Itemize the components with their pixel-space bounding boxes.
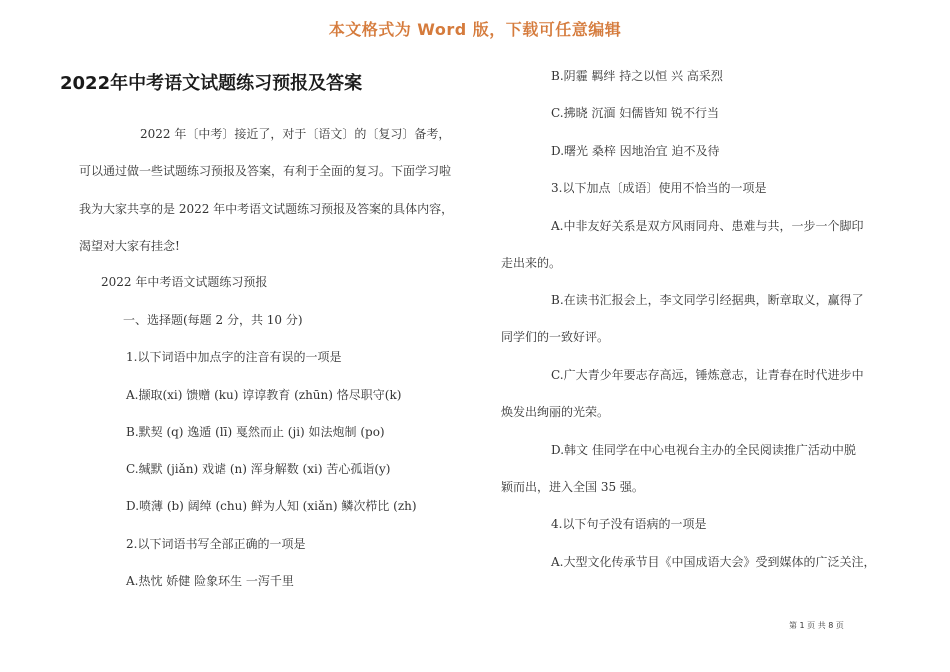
- intro-line-4: 渴望对大家有挂念!: [79, 239, 180, 253]
- intro-line-3: 我为大家共享的是 2022 年中考语文试题练习预报及答案的具体内容，: [79, 202, 454, 216]
- question-3-option-d-line-1: D.韩文 佳同学在中心电视台主办的全民阅读推广活动中脱: [551, 443, 856, 457]
- question-1-option-c: C.缄默 (jiǎn) 戏谑 (n) 浑身解数 (xi) 苦心孤诣(y): [126, 462, 391, 476]
- question-3-option-a-line-2: 走出来的。: [501, 256, 562, 270]
- question-3-option-c-line-2: 焕发出绚丽的光荣。: [501, 405, 610, 419]
- section-title: 2022 年中考语文试题练习预报: [101, 275, 268, 289]
- intro-line-2: 可以通过做一些试题练习预报及答案，有利于全面的复习。下面学习啦: [79, 164, 452, 178]
- intro-line-1: 2022 年〔中考〕接近了，对于〔语文〕的〔复习〕备考，: [140, 127, 451, 141]
- question-1: 1.以下词语中加点字的注音有误的一项是: [126, 350, 342, 364]
- question-4-option-a: A.大型文化传承节目《中国成语大会》受到媒体的广泛关注，: [551, 555, 876, 569]
- question-2-option-c: C.拂晓 沉湎 妇儒皆知 锐不行当: [551, 106, 720, 120]
- question-3-option-a-line-1: A.中非友好关系是双方风雨同舟、患难与共，一步一个脚印: [551, 219, 864, 233]
- part-one-heading: 一、选择题(每题 2 分，共 10 分): [123, 313, 303, 327]
- question-3-option-b-line-1: B.在读书汇报会上，李文同学引经据典，断章取义，赢得了: [551, 293, 864, 307]
- document-banner: 本文格式为 Word 版，下载可任意编辑: [328, 20, 622, 39]
- question-1-option-a: A.撷取(xi) 馈赠 (ku) 谆谆教育 (zhūn) 恪尽职守(k): [126, 388, 402, 402]
- question-2-option-a: A.热忱 娇健 险象环生 一泻千里: [126, 574, 294, 588]
- question-1-option-d: D.喷薄 (b) 阔绰 (chu) 鲜为人知 (xiǎn) 鳞次栉比 (zh): [126, 499, 417, 513]
- question-3: 3.以下加点〔成语〕使用不恰当的一项是: [551, 181, 767, 195]
- question-1-option-b: B.默契 (q) 逸遁 (lī) 戛然而止 (ji) 如法炮制 (po): [126, 425, 385, 439]
- question-2-option-d: D.曙光 桑梓 因地治宜 迫不及待: [551, 144, 720, 158]
- question-3-option-d-line-2: 颖而出，进入全国 35 强。: [501, 480, 644, 494]
- document-title: 2022年中考语文试题练习预报及答案: [60, 73, 363, 94]
- page-number: 第 1 页 共 8 页: [789, 621, 844, 630]
- question-2-option-b: B.阴霾 羁绊 持之以恒 兴 高采烈: [551, 69, 723, 83]
- question-3-option-c-line-1: C.广大青少年要志存高远，锤炼意志，让青春在时代进步中: [551, 368, 864, 382]
- question-2: 2.以下词语书写全部正确的一项是: [126, 537, 306, 551]
- question-4: 4.以下句子没有语病的一项是: [551, 517, 707, 531]
- question-3-option-b-line-2: 同学们的一致好评。: [501, 330, 610, 344]
